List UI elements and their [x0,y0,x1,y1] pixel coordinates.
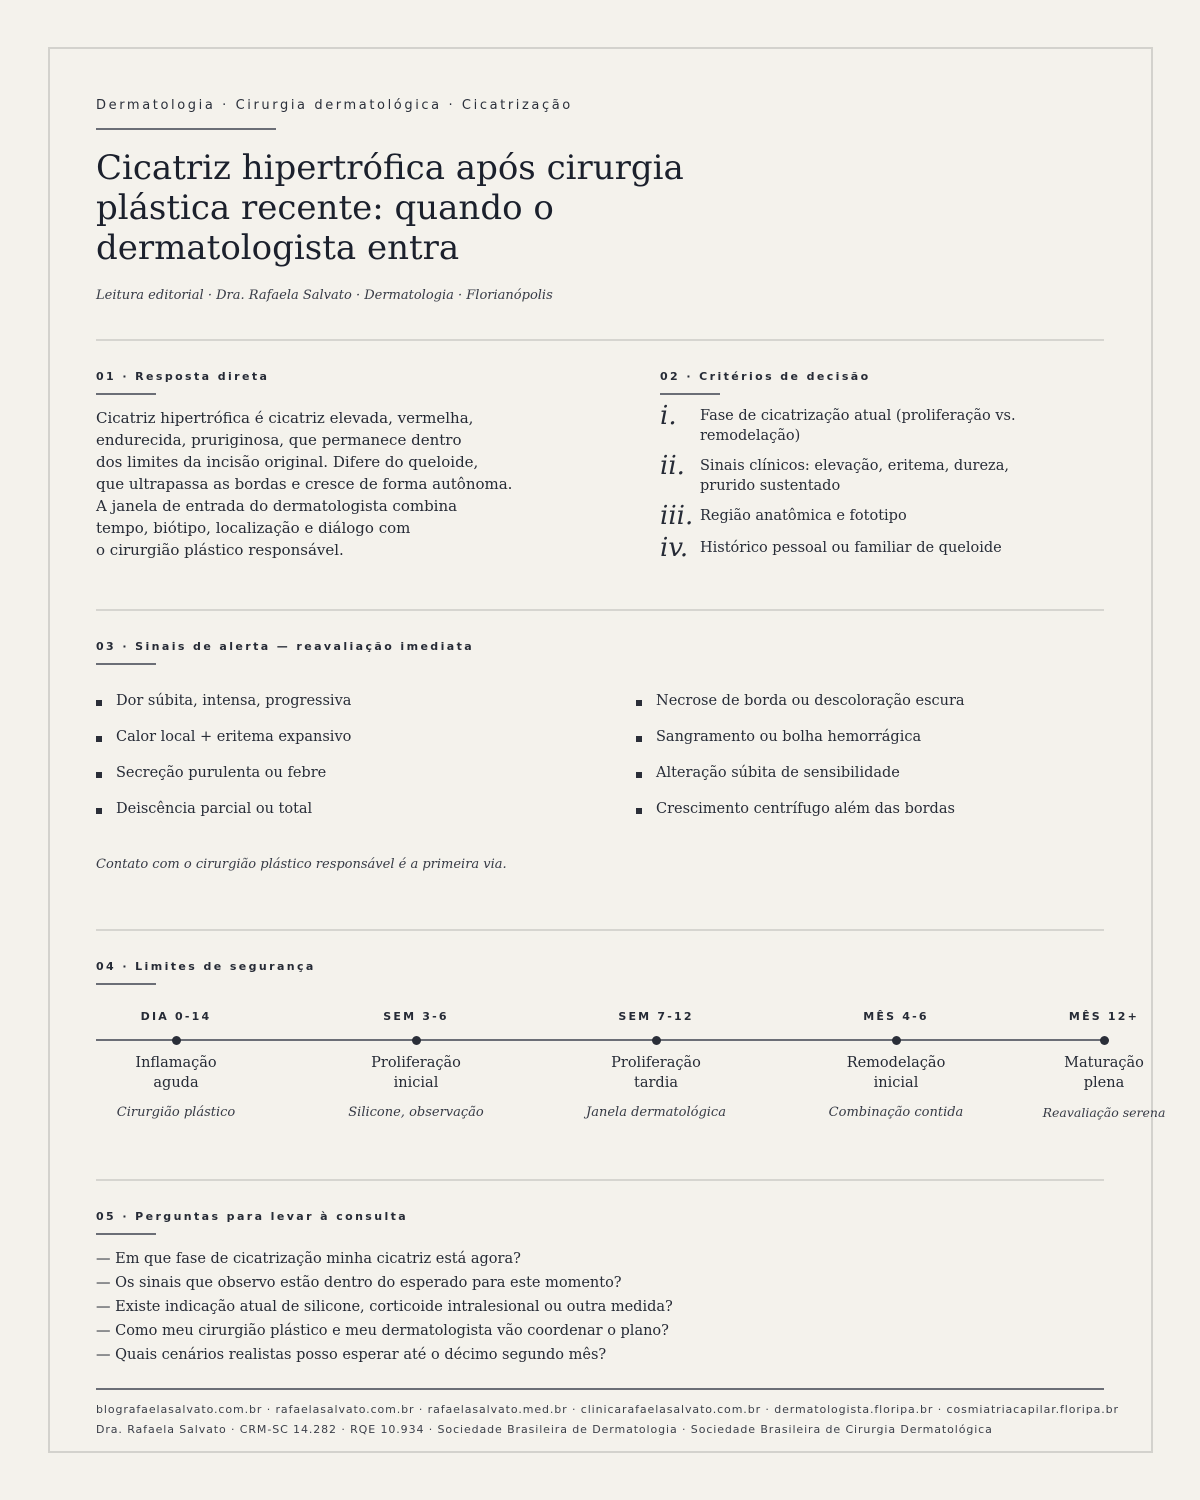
divider [96,339,1104,341]
alert-item: Secreção purulenta ou febre [116,765,327,781]
section-label-safety-limits: 04 · Limites de segurança [96,960,316,973]
alert-item: Deiscência parcial ou total [116,801,313,817]
byline: Leitura editorial · Dra. Rafaela Salvato · Dermatologia · Florianópolis [96,288,553,303]
timeline-phase-line: inicial [393,1075,439,1091]
divider [96,609,1104,611]
bullet-icon [636,736,642,742]
timeline-dot [1100,1036,1109,1045]
bullet-icon [96,772,102,778]
alert-item: Necrose de borda ou descoloração escura [656,693,965,709]
criteria-text: Região anatômica e fototipo [700,508,907,524]
timeline-phase [566,1053,746,1093]
timeline-dot [172,1036,181,1045]
direct-answer-paragraph [96,407,566,561]
section-rule [96,983,156,985]
section-rule [96,663,156,665]
section-label-criteria: 02 · Critérios de decisão [660,370,871,383]
bullet-icon [96,736,102,742]
timeline-dot [892,1036,901,1045]
alert-item: Dor súbita, intensa, progressiva [116,693,352,709]
divider [96,1179,1104,1181]
alert-note: Contato com o cirurgião plástico responsável é a primeira via. [96,857,507,872]
timeline-phase [326,1053,506,1093]
paragraph-line: que ultrapassa as bordas e cresce de forma autônoma. [96,475,513,493]
question-item: — Como meu cirurgião plástico e meu dermatologista vão coordenar o plano? [96,1323,669,1339]
alert-item: Crescimento centrífugo além das bordas [656,801,955,817]
timeline-phase-line: Proliferação [371,1055,461,1071]
timeline-phase-line: Inflamação [135,1055,217,1071]
timeline-phase [806,1053,986,1093]
paragraph-line: tempo, biótipo, localização e diálogo com [96,519,411,537]
timeline-stage-label: DIA 0-14 [140,1010,212,1023]
bullet-icon [96,700,102,706]
paragraph-line: Cicatriz hipertrófica é cicatriz elevada, vermelha, [96,409,474,427]
footer-credentials: Dra. Rafaela Salvato · CRM-SC 14.282 · RQE 10.934 · Sociedade Brasileira de Dermatologia · Sociedade Brasileira de Cirurgia Dermatológica [96,1423,993,1436]
timeline-phase [86,1053,266,1093]
question-item: — Em que fase de cicatrização minha cicatriz está agora? [96,1251,521,1267]
timeline-line [96,1039,1104,1041]
timeline-responsible: Reavaliação serena [1042,1105,1166,1120]
question-item: — Os sinais que observo estão dentro do esperado para este momento? [96,1275,622,1291]
section-rule [660,393,720,395]
section-label-alerts: 03 · Sinais de alerta — reavaliação imediata [96,640,475,653]
timeline-responsible: Janela dermatológica [586,1105,726,1120]
paragraph-line: dos limites da incisão original. Difere do queloide, [96,453,479,471]
bullet-icon [636,700,642,706]
alert-item: Alteração súbita de sensibilidade [656,765,900,781]
paragraph-line: A janela de entrada do dermatologista combina [96,497,458,515]
question-item: — Quais cenários realistas posso esperar até o décimo segundo mês? [96,1347,607,1363]
criteria-number: ii. [660,451,685,481]
footer-rule [96,1388,1104,1390]
timeline-responsible: Cirurgião plástico [116,1105,236,1120]
timeline-dot [412,1036,421,1045]
criteria-text: Histórico pessoal ou familiar de queloide [700,540,1002,556]
timeline-dot [652,1036,661,1045]
timeline-phase [1014,1053,1194,1093]
paragraph-line: o cirurgião plástico responsável. [96,541,344,559]
bullet-icon [96,808,102,814]
criteria-number: iii. [660,501,694,531]
bullet-icon [636,808,642,814]
criteria-text: Fase de cicatrização atual (proliferação vs. remodelação) [700,408,1016,444]
timeline-stage-label: SEM 7-12 [618,1010,694,1023]
alert-item: Calor local + eritema expansivo [116,729,352,745]
alert-item: Sangramento ou bolha hemorrágica [656,729,922,745]
timeline-phase-line: inicial [873,1075,919,1091]
criteria-number: i. [660,401,677,431]
kicker: Dermatologia · Cirurgia dermatológica · Cicatrização [96,98,573,113]
timeline-responsible: Silicone, observação [348,1105,484,1120]
divider [96,929,1104,931]
timeline-phase-line: tardia [634,1075,678,1091]
page-title: Cicatriz hipertrófica após cirurgia plástica recente: quando o dermatologista entra [96,148,684,268]
bullet-icon [636,772,642,778]
timeline-phase-line: aguda [153,1075,199,1091]
timeline-phase-line: Maturação [1064,1055,1144,1071]
timeline-phase-line: Proliferação [611,1055,701,1071]
timeline-phase-line: plena [1083,1075,1125,1091]
kicker-rule [96,128,276,130]
timeline-stage-label: MÊS 12+ [1068,1010,1140,1023]
section-rule [96,393,156,395]
timeline-responsible: Combinação contida [828,1105,964,1120]
criteria-number: iv. [660,533,689,563]
section-rule [96,1233,156,1235]
question-item: — Existe indicação atual de silicone, corticoide intralesional ou outra medida? [96,1299,673,1315]
timeline-stage-label: SEM 3-6 [383,1010,449,1023]
section-label-questions: 05 · Perguntas para levar à consulta [96,1210,409,1223]
timeline-phase-line: Remodelação [846,1055,946,1071]
paragraph-line: endurecida, pruriginosa, que permanece dentro [96,431,462,449]
section-label-direct-answer: 01 · Resposta direta [96,370,270,383]
footer-sites: blografaelasalvato.com.br · rafaelasalvato.com.br · rafaelasalvato.med.br · clinicarafaelasalvato.com.br · dermatologista.floripa.br · cosmiatriacapilar.floripa.br [96,1403,1119,1416]
timeline-stage-label: MÊS 4-6 [863,1010,929,1023]
criteria-text: Sinais clínicos: elevação, eritema, dureza, prurido sustentado [700,458,1009,494]
